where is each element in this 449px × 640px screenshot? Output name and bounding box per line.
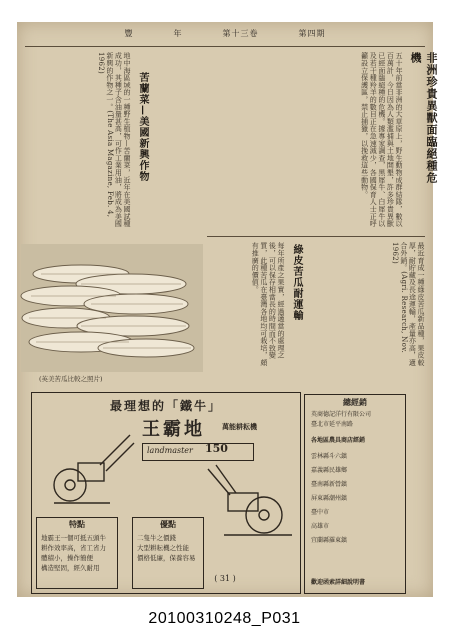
header-periodical: 豐	[124, 29, 134, 38]
dealer-title: 總經銷	[343, 398, 367, 407]
photo-caption: (英美苦瓜比較之照片)	[39, 375, 103, 383]
feature-item: 構造堅固，經久耐用	[41, 564, 100, 572]
dealer-line: 臺南縣新營鎮	[311, 481, 348, 488]
benefit-item: 大型耕耘機之性能	[137, 544, 189, 552]
dealer-line: 臺北市延平南路	[311, 421, 354, 428]
benefit-item: 價格低廉，保養容易	[137, 554, 196, 562]
article3-title: 綠皮苦瓜耐運輸	[291, 244, 302, 321]
header-rule	[25, 46, 425, 47]
header-year: 年	[173, 29, 183, 38]
features-title: 特點	[69, 519, 85, 529]
file-id-label: 20100310248_P031	[148, 610, 301, 627]
dealer-line: 雲林縣斗六鎮	[311, 453, 348, 460]
running-header	[17, 28, 433, 44]
section-rule	[207, 236, 425, 237]
dealer-line: 屏東縣潮州鎮	[311, 495, 348, 502]
dealer-list	[304, 394, 406, 594]
model-number: 150	[205, 442, 228, 455]
dealer-line: 各地區農具商店經銷	[311, 437, 366, 444]
benefit-item: 二隻牛之價錢	[137, 534, 176, 542]
bitter-gourd-photo	[21, 244, 203, 372]
article3-body: 最近育成一種綠皮苦瓜新品種，果皮較厚，耐貯藏及長途運輸，產量亦高，適合外銷。(Agri. Research, Nov. 1962)	[391, 242, 425, 367]
feature-item: 耕作效率高，省工省力	[41, 544, 106, 552]
tiller-advertisement	[31, 392, 301, 594]
article2-body: 地中海區域的一種野生植物—苦蘭菜，近年在美國試種成功，其種子含油量甚高，可作工業用油，將成為美國新興的作物之一。(The Asia Magazine, Feb. 4, 1962)	[97, 52, 131, 228]
feature-item: 體積小，操作簡便	[41, 554, 93, 562]
model-box	[142, 443, 254, 461]
article1-title: 非洲珍貴異獸面臨絕種危機	[409, 52, 438, 184]
dealer-line: 高雄市	[311, 523, 330, 530]
article1-body: 五十年前當非洲的大草原上，野生動物成群結隊，數以百萬計，今日因為人類濫捕與土地開墾，許多珍貴異獸已經面臨絕種的危機。據專家調查，黑犀牛、白犀牛以及若干種羚羊的數目正在急速減少，各國保育人士正呼籲設立保護區，禁止捕獵，以挽救這些動物。	[360, 52, 403, 228]
ad-headline: 最理想的「鐵牛」	[109, 399, 222, 413]
model-label: landmaster	[147, 446, 193, 455]
header-volume: 第十三卷	[222, 29, 259, 38]
header-issue: 第四期	[298, 29, 326, 38]
dealer-line: 英商德記洋行有限公司	[311, 411, 372, 418]
scanned-page	[17, 22, 438, 597]
feature-item: 地霸王一個可抵五頭牛	[41, 534, 106, 542]
ad-maker: 萬能耕耘機	[222, 422, 257, 431]
dealer-line: 宜蘭縣羅東鎮	[311, 537, 348, 544]
dealer-line: 臺中市	[311, 509, 330, 516]
dealer-footer: 歡迎函索詳細說明書	[311, 579, 366, 586]
article4-body: 每年所產之果實，經過適當的處理之後，可以保存相當長的時間而不致變質，此種苦瓜在臺灣各地均可栽培，頗有推廣的價值。	[251, 242, 285, 367]
dealer-line: 嘉義縣民雄鄉	[311, 467, 348, 474]
tiller-illustration-left	[40, 423, 136, 513]
page-number: ( 31 )	[214, 574, 236, 583]
tiller-illustration-right	[204, 463, 296, 543]
benefits-title: 優點	[160, 519, 176, 529]
article2-title: 苦蘭菜—美國新興作物	[137, 72, 148, 182]
ad-brand: 王霸地	[142, 419, 205, 440]
